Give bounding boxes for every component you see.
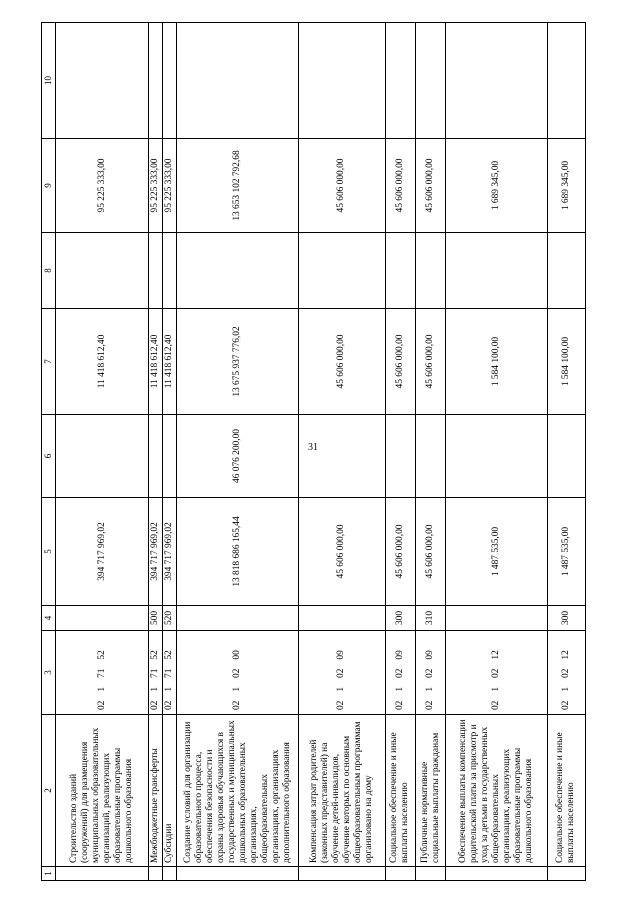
column-header: 3: [42, 631, 56, 715]
table-cell: 1 487 535,00: [446, 498, 547, 606]
code-part: 1: [490, 686, 501, 692]
column-header: 4: [42, 606, 56, 631]
code-part: 1: [164, 686, 175, 692]
table-cell: Строительство зданий (сооружений) для размещения муниципальных образовательных организаций, реализующих образовательные программы дошкольного образования: [56, 715, 149, 867]
code-part: 02: [425, 668, 436, 678]
table-cell: [416, 867, 446, 881]
table-cell: [547, 867, 586, 881]
code-part: 02: [150, 700, 161, 710]
table-cell: [298, 23, 385, 139]
table-cell: 1 689 345,00: [547, 139, 586, 233]
table-cell: 310: [416, 606, 446, 631]
rotated-sheet: [41, 23, 586, 881]
table-cell: 45 606 000,00: [416, 309, 446, 415]
table-cell: Обеспечение выплаты компенсации родительской платы за присмотр и уход за детьми в государственных общеобразовательных организациях, реализующих образовательные программы дошкольного образования: [446, 715, 547, 867]
table-cell: 45 606 000,00: [385, 498, 415, 606]
code-part: 02: [560, 700, 571, 710]
table-cell: 45 606 000,00: [385, 309, 415, 415]
code-part: 02: [336, 700, 347, 710]
column-header: 6: [42, 415, 56, 498]
table-cell: 520: [163, 606, 177, 631]
table-cell: 300: [385, 606, 415, 631]
code-part: 71: [150, 668, 161, 678]
table-cell: 1 689 345,00: [446, 139, 547, 233]
code-part: 09: [336, 650, 347, 660]
table-cell: [163, 233, 177, 309]
code-part: 52: [150, 650, 161, 660]
table-cell: 11 418 612,40: [149, 309, 163, 415]
table-cell: [385, 233, 415, 309]
code-part: 09: [394, 650, 405, 660]
table-cell: [163, 867, 177, 881]
table-cell: Социальное обеспечение и иные выплаты населению: [385, 715, 415, 867]
table-row: [446, 23, 547, 881]
table-cell: 95 225 333,00: [163, 139, 177, 233]
table-cell: [149, 867, 163, 881]
code-part: 02: [232, 668, 243, 678]
table-cell: [56, 631, 149, 715]
table-cell: 45 606 000,00: [416, 498, 446, 606]
table-cell: [298, 606, 385, 631]
code-part: 02: [560, 668, 571, 678]
table-cell: [446, 867, 547, 881]
code-part: 1: [394, 686, 405, 692]
table-row: [298, 23, 385, 881]
table-row: [385, 23, 415, 881]
table-cell: [177, 867, 298, 881]
column-header: 9: [42, 139, 56, 233]
code-part: 1: [336, 686, 347, 692]
table-cell: 394 717 969,02: [56, 498, 149, 606]
table-cell: [177, 631, 298, 715]
table-cell: Компенсация затрат родителей (законных представителей) на обучение детей-инвалидов, обучение которых по основным общеобразовательным программам организовано на дому: [298, 715, 385, 867]
code-part: 71: [96, 668, 107, 678]
table-cell: [149, 631, 163, 715]
code-part: 02: [336, 668, 347, 678]
table-cell: 95 225 333,00: [149, 139, 163, 233]
code-part: 02: [232, 700, 243, 710]
table-cell: [446, 631, 547, 715]
table-cell: 300: [547, 606, 586, 631]
table-row: [56, 23, 149, 881]
table-cell: 45 606 000,00: [298, 498, 385, 606]
code-part: 1: [232, 686, 243, 692]
code-part: 1: [425, 686, 436, 692]
code-part: 52: [164, 650, 175, 660]
table-cell: 1 584 100,00: [446, 309, 547, 415]
code-part: 09: [425, 650, 436, 660]
table-cell: 95 225 333,00: [56, 139, 149, 233]
code-part: 1: [150, 686, 161, 692]
table-cell: [298, 867, 385, 881]
table-cell: 1 584 100,00: [547, 309, 586, 415]
table-row: [547, 23, 586, 881]
table-cell: 1 487 535,00: [547, 498, 586, 606]
code-part: 52: [96, 650, 107, 660]
column-header: 5: [42, 498, 56, 606]
table-cell: [446, 415, 547, 498]
code-part: 02: [96, 700, 107, 710]
column-header: 1: [42, 867, 56, 881]
table-cell: Социальное обеспечение и иные выплаты населению: [547, 715, 586, 867]
table-cell: [416, 415, 446, 498]
table-cell: [149, 23, 163, 139]
table-cell: [149, 233, 163, 309]
column-header: 2: [42, 715, 56, 867]
column-header: 10: [42, 23, 56, 139]
table-cell: Межбюджетные трансферты: [149, 715, 163, 867]
table-cell: [177, 23, 298, 139]
table-cell: 500: [149, 606, 163, 631]
table-cell: [385, 415, 415, 498]
table-row: [416, 23, 446, 881]
table-cell: 45 606 000,00: [385, 139, 415, 233]
table-cell: [416, 23, 446, 139]
code-part: 02: [394, 668, 405, 678]
budget-table: [41, 22, 586, 881]
table-cell: [177, 606, 298, 631]
code-part: 71: [164, 668, 175, 678]
table-cell: [298, 233, 385, 309]
budget-table-container: [41, 23, 586, 881]
table-cell: 45 606 000,00: [416, 139, 446, 233]
table-cell: [547, 631, 586, 715]
table-cell: [56, 867, 149, 881]
table-cell: [385, 23, 415, 139]
table-cell: Создание условий для организации образовательного процесса, обеспечения безопасности и охраны здоровья обучающихся в государственных и муниципальных дошкольных образовательных организациях, общеобразовательных организациях, организациях дополнительного образования: [177, 715, 298, 867]
column-header: 7: [42, 309, 56, 415]
table-cell: 394 717 969,02: [149, 498, 163, 606]
table-cell: [416, 233, 446, 309]
table-cell: [547, 415, 586, 498]
table-cell: [149, 415, 163, 498]
table-row: [163, 23, 177, 881]
table-cell: [547, 23, 586, 139]
table-cell: 45 606 000,00: [298, 139, 385, 233]
table-cell: [177, 233, 298, 309]
table-cell: [446, 606, 547, 631]
table-cell: 11 418 612,40: [56, 309, 149, 415]
table-cell: Субсидии: [163, 715, 177, 867]
table-row: [177, 23, 298, 881]
table-cell: [56, 23, 149, 139]
table-cell: 13 818 686 165,44: [177, 498, 298, 606]
table-cell: 46 076 200,00: [177, 415, 298, 498]
table-cell: [385, 631, 415, 715]
header-row: [42, 23, 56, 881]
table-cell: [163, 415, 177, 498]
table-cell: [385, 867, 415, 881]
table-cell: 45 606 000,00: [298, 309, 385, 415]
page-number: 31: [308, 442, 318, 453]
code-part: 02: [425, 700, 436, 710]
table-row: [149, 23, 163, 881]
table-cell: 13 653 102 792,68: [177, 139, 298, 233]
code-part: 1: [560, 686, 571, 692]
code-part: 1: [96, 686, 107, 692]
code-part: 02: [164, 700, 175, 710]
table-cell: [416, 631, 446, 715]
code-part: 02: [394, 700, 405, 710]
table-cell: [446, 233, 547, 309]
table-cell: [446, 23, 547, 139]
table-cell: [163, 23, 177, 139]
code-part: 12: [560, 650, 571, 660]
table-body: [56, 23, 586, 881]
table-cell: [298, 631, 385, 715]
table-cell: [547, 233, 586, 309]
code-part: 02: [490, 700, 501, 710]
code-part: 00: [232, 650, 243, 660]
table-cell: [56, 415, 149, 498]
table-cell: 11 418 612,40: [163, 309, 177, 415]
table-cell: Публичные нормативные социальные выплаты гражданам: [416, 715, 446, 867]
table-cell: [163, 631, 177, 715]
column-header: 8: [42, 233, 56, 309]
code-part: 02: [490, 668, 501, 678]
table-cell: 13 675 937 776,02: [177, 309, 298, 415]
code-part: 12: [490, 650, 501, 660]
table-cell: [56, 233, 149, 309]
table-cell: [298, 415, 385, 498]
table-cell: [56, 606, 149, 631]
table-cell: 394 717 969,02: [163, 498, 177, 606]
